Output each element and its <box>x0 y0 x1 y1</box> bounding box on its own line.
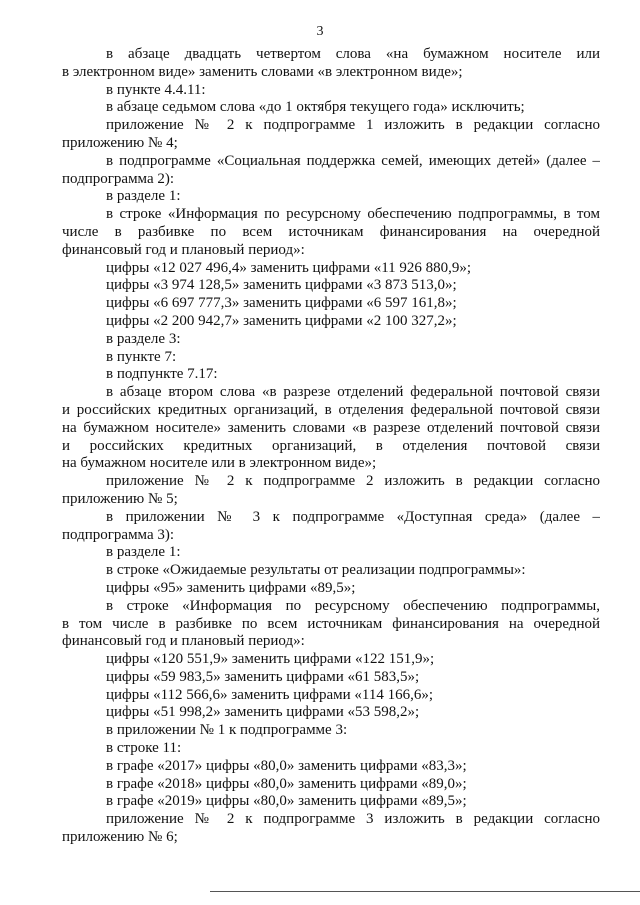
text-line: в электронном виде» заменить словами «в электронном виде»; <box>62 63 463 80</box>
page-number: 3 <box>316 24 324 39</box>
text-line: в приложении № 3 к подпрограмме «Доступная среда» (далее – <box>106 508 600 525</box>
text-line: финансовый год и плановый период»: <box>62 633 305 650</box>
text-line: приложение № 2 к подпрограмме 3 изложить в редакции согласно <box>106 811 600 828</box>
text-line: цифры «51 998,2» заменить цифрами «53 598,2»; <box>106 704 420 721</box>
text-line: приложение № 2 к подпрограмме 1 изложить в редакции согласно <box>106 117 600 134</box>
text-line: в разделе 3: <box>106 330 181 347</box>
text-line: приложение № 2 к подпрограмме 2 изложить в редакции согласно <box>106 473 600 490</box>
text-line: в подпункте 7.17: <box>106 366 218 383</box>
text-line: цифры «3 974 128,5» заменить цифрами «3 873 513,0»; <box>106 277 457 294</box>
text-line: в строке «Информация по ресурсному обеспечению подпрограммы, в том <box>106 206 600 223</box>
text-line: в пункте 7: <box>106 348 177 365</box>
text-line: в пункте 4.4.11: <box>106 81 206 98</box>
text-line: цифры «6 697 777,3» заменить цифрами «6 597 161,8»; <box>106 295 457 312</box>
text-line: в строке «Информация по ресурсному обеспечению подпрограммы, <box>106 597 600 614</box>
text-line: в подпрограмме «Социальная поддержка семей, имеющих детей» (далее – <box>106 152 600 169</box>
document-body <box>62 46 600 847</box>
text-line: цифры «59 983,5» заменить цифрами «61 583,5»; <box>106 668 420 685</box>
text-line: цифры «120 551,9» заменить цифрами «122 151,9»; <box>106 651 435 668</box>
text-line: в разделе 1: <box>106 188 181 205</box>
text-line: числе в разбивке по всем источникам финансирования на очередной <box>62 223 600 240</box>
text-line: в графе «2019» цифры «80,0» заменить цифрами «89,5»; <box>106 793 467 810</box>
text-line: подпрограмма 3): <box>62 526 175 543</box>
text-line: приложению № 6; <box>62 829 178 846</box>
text-line: подпрограмма 2): <box>62 170 175 187</box>
text-line: в строке 11: <box>106 740 182 757</box>
text-line: на бумажном носителе» заменить словами «в разрезе отделений почтовой связи <box>62 419 600 436</box>
text-line: и российских кредитных организаций, в отделения федеральной почтовой связи <box>62 401 600 418</box>
text-line: цифры «95» заменить цифрами «89,5»; <box>106 579 356 596</box>
text-line: в графе «2018» цифры «80,0» заменить цифрами «89,0»; <box>106 775 467 792</box>
text-line: в абзаце седьмом слова «до 1 октября текущего года» исключить; <box>106 99 525 116</box>
text-line: приложению № 4; <box>62 134 178 151</box>
text-line: в приложении № 1 к подпрограмме 3: <box>106 722 348 739</box>
bottom-rule <box>210 891 640 892</box>
text-line: приложению № 5; <box>62 490 178 507</box>
text-line: в графе «2017» цифры «80,0» заменить цифрами «83,3»; <box>106 757 467 774</box>
text-line: цифры «2 200 942,7» заменить цифрами «2 100 327,2»; <box>106 312 457 329</box>
text-line: в разделе 1: <box>106 544 181 561</box>
text-line: цифры «112 566,6» заменить цифрами «114 166,6»; <box>106 686 434 703</box>
text-line: в строке «Ожидаемые результаты от реализации подпрограммы»: <box>106 562 526 579</box>
text-line: на бумажном носителе или в электронном виде»; <box>62 455 377 472</box>
text-line: в том числе в разбивке по всем источникам финансирования на очередной <box>62 615 600 632</box>
text-line: в абзаце втором слова «в разрезе отделений федеральной почтовой связи <box>106 384 600 401</box>
text-line: в абзаце двадцать четвертом слова «на бумажном носителе или <box>106 46 600 62</box>
text-line: финансовый год и плановый период»: <box>62 241 305 258</box>
text-line: и российских кредитных организаций, в отделения почтовой связи <box>62 437 600 454</box>
text-line: цифры «12 027 496,4» заменить цифрами «11 926 880,9»; <box>106 259 472 276</box>
